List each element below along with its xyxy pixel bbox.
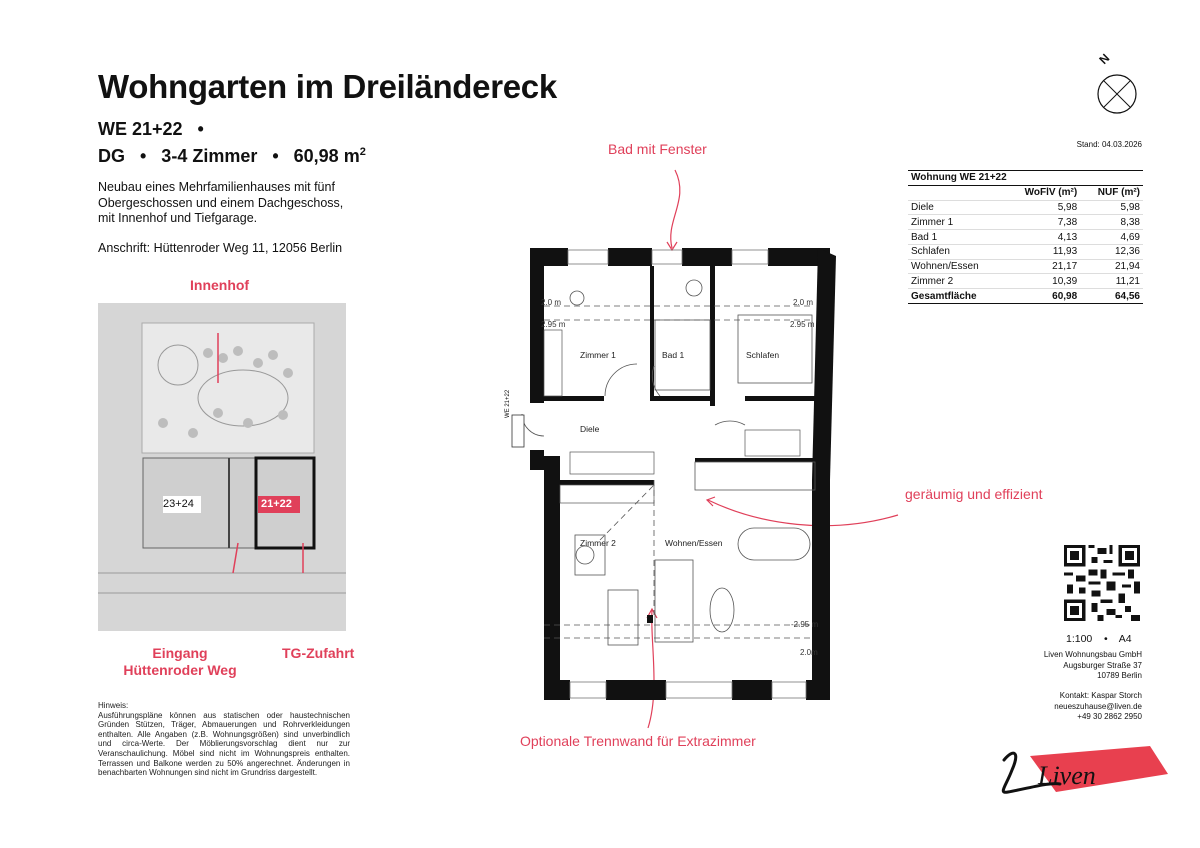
col-header: WoFlV (m²) [1004,185,1080,200]
entry-tag: WE 21+22 [505,389,511,418]
dim-label: 2.0 m [793,298,814,307]
room-schlafen: Schlafen [746,350,780,360]
qr-code-icon[interactable] [1064,545,1140,621]
room-zimmer1: Zimmer 1 [580,350,616,360]
description: Neubau eines Mehrfamilienhauses mit fünf Obergeschossen und einem Dachgeschoss, mit Innenhof und Tiefgarage. [98,180,344,225]
details-line: DG • 3-4 Zimmer • 60,98 $m^2$ [98,146,366,166]
area-table [908,170,1143,304]
callout-spacious: geräumig und effizient [905,486,1043,502]
label-entrance: Eingang Hüttenroder Weg [123,645,237,678]
date-stamp: Stand: 04.03.2026 [1076,140,1142,149]
table-title: Wohnung WE 21+22 [908,171,1143,186]
notes: Hinweis: Ausführungspläne können aus statischen oder haustechnischen Gründen Stützen, Träger, Abmauerungen und Rohrverkleidungen enthalten. Alle Angaben (z.B. Wohnungsgrößen) sind unverbindlich und circa-Werte. Der Möblierungsvorschlag dient nur zur Veranschaulichung. Möbel sind nicht im Wohnungspreis enthalten. Terrassen und Balkone werden zu 50% angerechnet. Änderungen in benachbarten Wohnungen sind nicht im Grundriss dargestellt. [98,701,350,778]
col-header: NUF (m²) [1080,185,1143,200]
label-garage: TG-Zufahrt [282,645,355,661]
label-innenhof: Innenhof [190,277,250,293]
table-row: Schlafen 11,93 12,36 [908,244,1143,259]
room-bad1: Bad 1 [662,350,685,360]
unit-line: WE 21+22 • [98,119,204,139]
scale-label: 1:100 • A4 [1066,633,1132,645]
compass-north: N [1096,50,1113,68]
table-row: Wohnen/Essen 21,17 21,94 [908,259,1143,274]
address: Anschrift: Hüttenroder Weg 11, 12056 Berlin [98,241,343,255]
contact-info: Kontakt: Kaspar Storch neueszuhause@liven.de +49 30 2862 2950 [1054,691,1142,721]
room-wohnen: Wohnen/Essen [665,538,723,548]
dim-label: 2.0 m [541,298,562,307]
liven-logo [990,742,1170,800]
unit-label-this: 21+22 [261,498,292,510]
page-title: Wohngarten im Dreiländereck [98,68,557,105]
floor-plan [500,160,900,740]
logo-text: Liven [1038,761,1096,790]
dim-label: 2.95 m [541,320,566,329]
table-row: Zimmer 1 7,38 8,38 [908,215,1143,230]
table-row: Bad 1 4,13 4,69 [908,230,1143,245]
dim-label: 2.95 m [790,320,815,329]
unit-label-other: 23+24 [163,498,194,510]
table-row: Zimmer 2 10,39 11,21 [908,274,1143,289]
site-plan-drawing [98,303,346,631]
room-zimmer2: Zimmer 2 [580,538,616,548]
callout-bath: Bad mit Fenster [608,141,707,157]
callout-wall: Optionale Trennwand für Extrazimmer [520,733,756,749]
company-info: Liven Wohnungsbau GmbH Augsburger Straße 37 10789 Berlin [1043,650,1142,680]
dim-label: 2.0m [800,648,818,657]
site-plan [98,303,346,631]
dim-label: -2.95 m [791,620,819,629]
table-row: Diele 5,98 5,98 [908,200,1143,215]
room-diele: Diele [580,424,600,434]
table-total-row: Gesamtfläche 60,98 64,56 [908,289,1143,304]
